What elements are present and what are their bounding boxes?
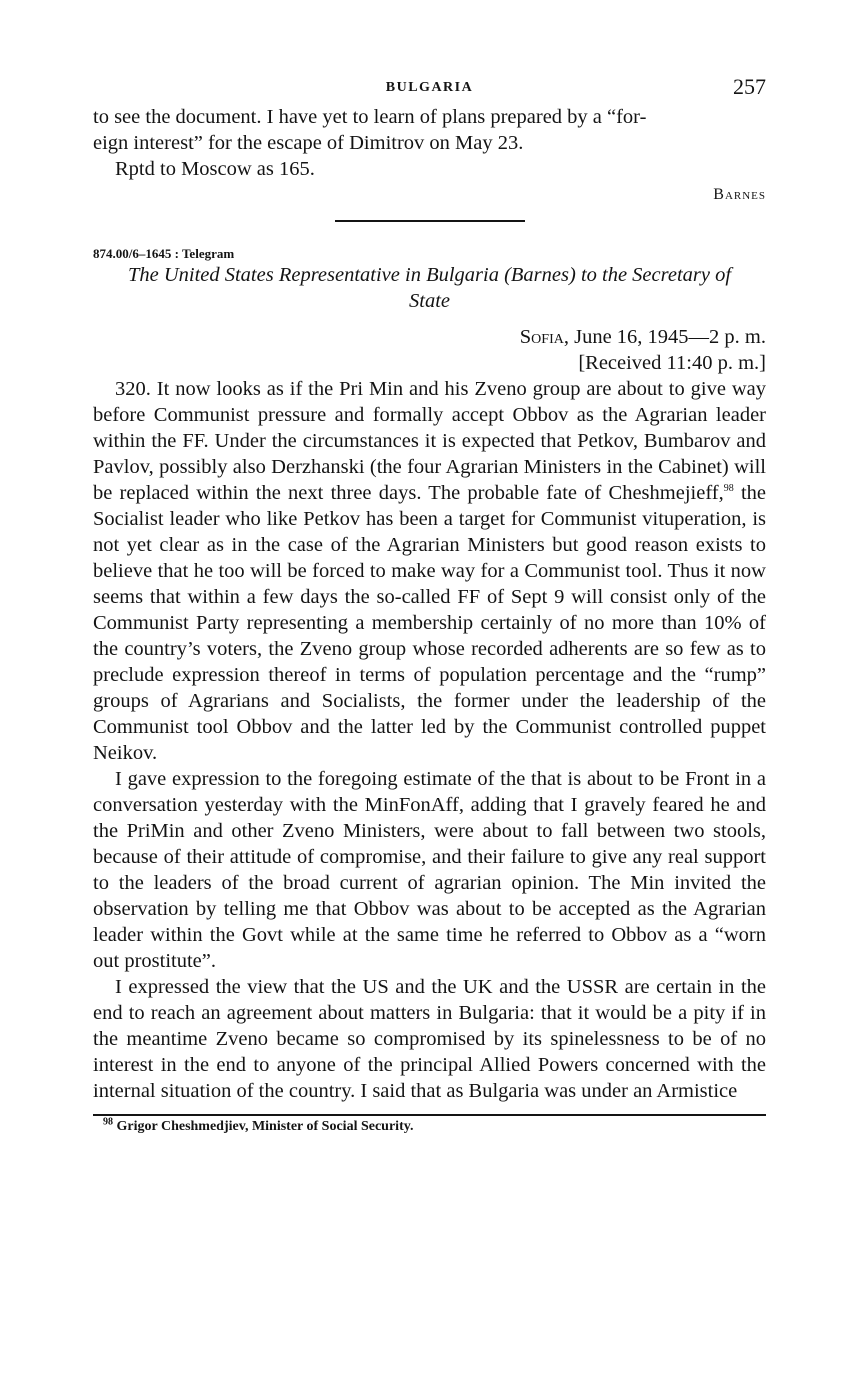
- received-line: [Received 11:40 p. m.]: [578, 352, 766, 374]
- dateline-date: , June 16, 1945—2 p. m.: [563, 326, 766, 348]
- document-page: [93, 70, 766, 1135]
- paragraph-2: I gave expression to the foregoing estimate of the that is about to be Front in a conversation yesterday with the MinFonAff, adding that I gravely feared he and the PriMin and other Zveno Ministers, were about to fall between two stools, because of their attitude of compromise, and their failure to give any real support to the leaders of the broad current of agrarian opinion. The Min invited the observation by telling me that Obbov was about to be accepted as the Agrarian leader within the Govt while at the same time he referred to Obbov as a “worn out prostitute”.: [93, 768, 766, 972]
- paragraph-1: [93, 376, 766, 766]
- paragraph-1-start: 320. It now looks as if the Pri Min and his Zveno group are about to give way before Communist pressure and formally accept Obbov as the Agrarian leader within the FF. Under the circumstances it is expected that Petkov, Bumbarov and Pavlov, possibly also Derzhanski (the four Agrarian Ministers in the Cabinet) will be replaced within the next three days. The probable fate of Cheshmejieff,: [93, 378, 766, 504]
- dateline-place: Sofia: [519, 326, 564, 348]
- carryover-line-2: eign interest” for the escape of Dimitrov on May 23.: [93, 132, 524, 154]
- footnote-text: Grigor Cheshmedjiev, Minister of Social Security.: [113, 1119, 414, 1134]
- footnote: [103, 1116, 766, 1135]
- section-divider: [335, 220, 525, 222]
- running-title: BULGARIA: [385, 80, 474, 95]
- footnote-rule: [93, 1114, 766, 1116]
- paragraph-1-end: the Socialist leader who like Petkov has been a target for Communist vituperation, is not yet clear as in the case of the Agrarian Ministers but good reason exists to believe that he too will be forced to make way for a Communist tool. Thus it now seems that within a few days the so-called FF of Sept 9 will consist only of the Communist Party representing a membership certainly of no more than 10% of the country’s voters, the Zveno group whose recorded adherents are so few as to preclude expression thereof in terms of population percentage and the “rump” groups of Agrarians and Socialists, the former under the leadership of the Communist tool Obbov and the latter led by the Communist controlled puppet Neikov.: [93, 482, 766, 764]
- file-reference: 874.00/6–1645 : Telegram: [93, 246, 235, 261]
- page-number: 257: [733, 74, 766, 99]
- footnote-ref: 98: [723, 483, 734, 495]
- document-heading: The United States Representative in Bulgaria (Barnes) to the Secretary of State: [127, 264, 732, 312]
- paragraph-3: I expressed the view that the US and the UK and the USSR are certain in the end to reach an agreement about matters in Bulgaria: that it would be a pity if in the meantime Zveno became so compromised by its spinelessness to be of no interest in the end to anyone of the principal Allied Powers concerned with the internal situation of the country. I said that as Bulgaria was under an Armistice: [93, 976, 766, 1102]
- signature: Barnes: [713, 186, 766, 203]
- dateline: [93, 324, 766, 350]
- footnote-marker: 98: [103, 1116, 113, 1128]
- running-head: [93, 70, 766, 104]
- repeat-note: Rptd to Moscow as 165.: [115, 158, 315, 180]
- carryover-line-1: to see the document. I have yet to learn of plans prepared by a “for-: [93, 106, 647, 128]
